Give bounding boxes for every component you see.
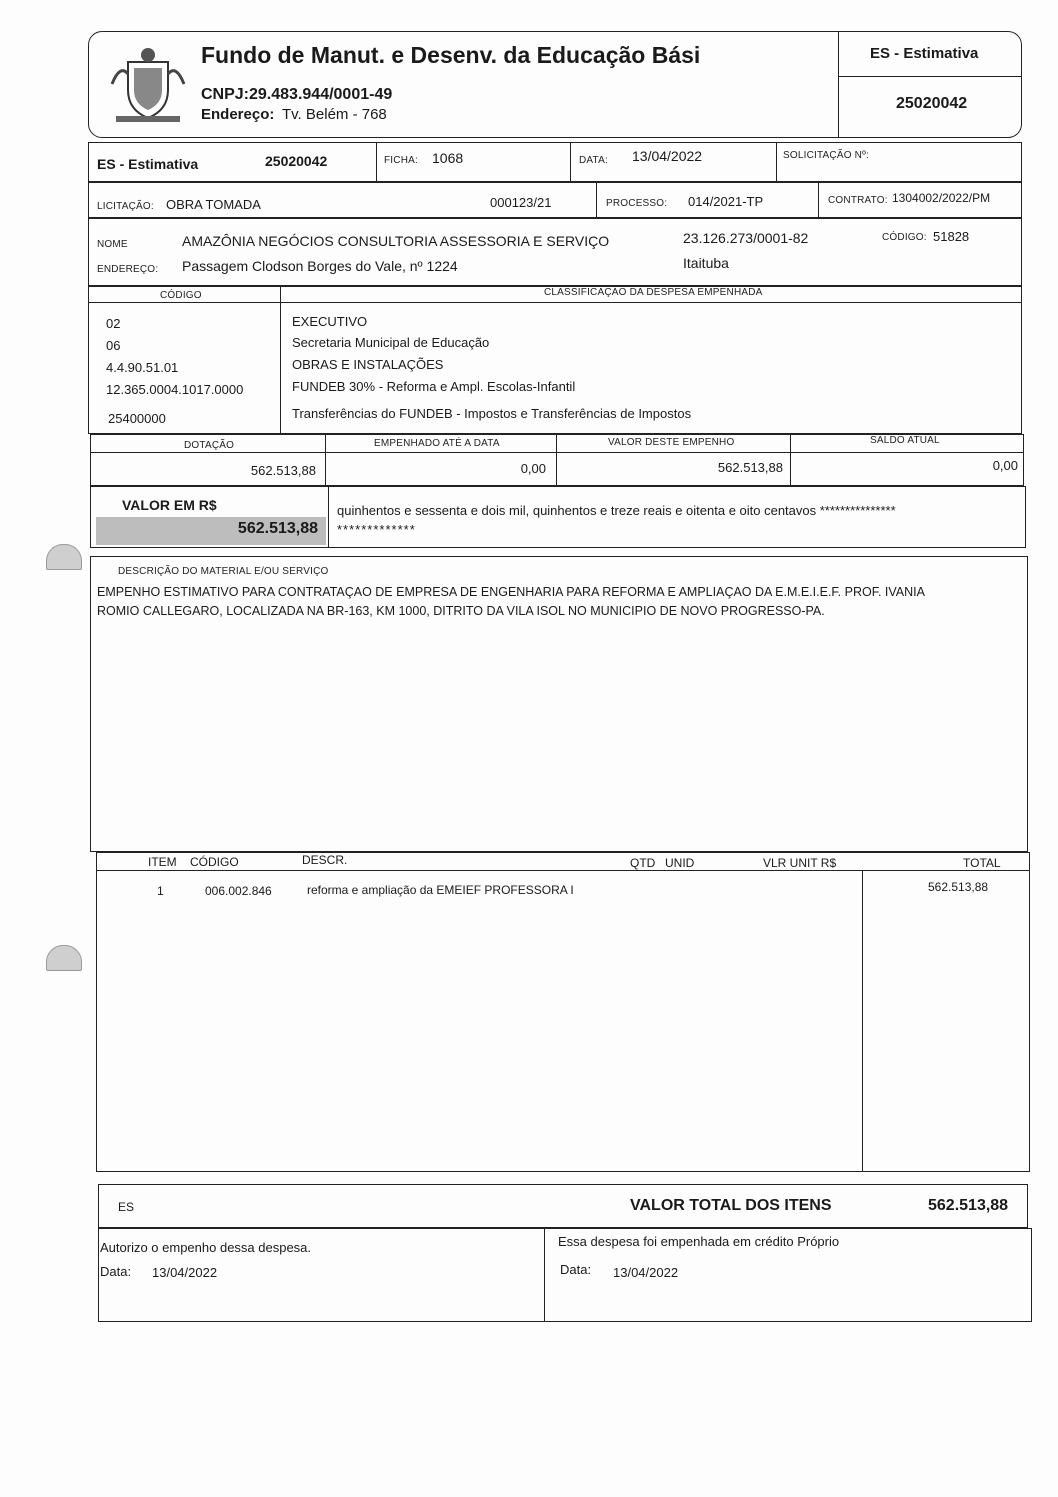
data-right-value: 13/04/2022 (613, 1265, 679, 1280)
data-label: DATA: (579, 155, 608, 166)
data-right-label: Data: (560, 1262, 592, 1277)
class-desc-row: EXECUTIVO (292, 314, 368, 329)
total-label: VALOR TOTAL DOS ITENS (630, 1197, 832, 1214)
creditor-cnpj: 23.126.273/0001-82 (683, 230, 809, 246)
total-es: ES (118, 1200, 135, 1214)
licitacao-value: OBRA TOMADA (166, 197, 261, 212)
solicitacao-label: SOLICITAÇÃO Nº: (783, 150, 869, 161)
contrato-label: CONTRATO: (828, 195, 888, 206)
total-box (98, 1184, 1028, 1228)
autorizo-text: Autorizo o empenho dessa despesa. (100, 1240, 312, 1255)
processo-label: PROCESSO: (606, 198, 668, 209)
items-header-unid: UNID (665, 856, 695, 870)
class-code-row: 06 (106, 338, 121, 353)
punch-hole-top (46, 544, 82, 570)
data-left-value: 13/04/2022 (152, 1265, 218, 1280)
data-value: 13/04/2022 (632, 148, 703, 164)
valor-label: VALOR EM R$ (122, 497, 217, 513)
valor-extenso-cont: ************* (337, 522, 416, 537)
codigo-label: CÓDIGO: (882, 232, 927, 243)
nome-label: NOME (97, 239, 128, 250)
codigo-header: CÓDIGO (160, 290, 202, 301)
descricao-line-1: EMPENHO ESTIMATIVO PARA CONTRATAÇAO DE EMPRESA DE ENGENHARIA PARA REFORMA E AMPLIAÇAO DA E.M.E.I.E.F. PROF. IVANIA (97, 585, 925, 599)
empenhado-value: 0,00 (520, 461, 546, 476)
municipal-crest-logo (108, 44, 188, 126)
ficha-label: FICHA: (384, 155, 418, 166)
items-header-qtd: QTD (630, 856, 656, 870)
class-desc-row: Transferências do FUNDEB - Impostos e Transferências de Impostos (292, 406, 692, 421)
creditor-name: AMAZÔNIA NEGÓCIOS CONSULTORIA ASSESSORIA E SERVIÇO (182, 233, 610, 249)
class-code-row: 02 (106, 316, 121, 331)
saldo-label: SALDO ATUAL (870, 435, 940, 446)
punch-hole-bottom (46, 945, 82, 971)
type-small: ES - Estimativa (97, 156, 199, 172)
creditor-address: Passagem Clodson Borges do Vale, nº 1224 (182, 258, 458, 274)
credito-text: Essa despesa foi empenhada em crédito Próprio (558, 1234, 840, 1249)
ficha-value: 1068 (432, 150, 464, 166)
valor-empenho-value: 562.513,88 (717, 460, 783, 475)
items-header-total: TOTAL (963, 856, 1001, 870)
items-header-codigo: CÓDIGO (190, 855, 239, 869)
licitacao-number: 000123/21 (490, 195, 552, 210)
class-code-row: 12.365.0004.1017.0000 (106, 382, 244, 397)
items-header-vlr: VLR UNIT R$ (763, 856, 837, 870)
creditor-code: 51828 (933, 229, 970, 244)
creditor-city: Itaituba (683, 255, 729, 271)
contrato-value: 1304002/2022/PM (892, 191, 991, 205)
org-cnpj: CNPJ:29.483.944/0001-49 (201, 86, 393, 103)
org-address-label: Endereço: (201, 106, 275, 123)
number-small: 25020042 (265, 153, 328, 169)
item-number: 1 (157, 884, 164, 898)
data-left-label: Data: (100, 1264, 132, 1279)
creditor-box (88, 218, 1022, 286)
class-desc-row: OBRAS E INSTALAÇÕES (292, 357, 444, 372)
item-total: 562.513,88 (928, 880, 989, 894)
class-desc-row: FUNDEB 30% - Reforma e Ampl. Escolas-Infantil (292, 379, 576, 394)
licitacao-label: LICITAÇÃO: (97, 201, 154, 212)
org-address: Tv. Belém - 768 (282, 106, 387, 123)
org-name: Fundo de Manut. e Desenv. da Educação Bási (201, 42, 701, 68)
items-header-descr: DESCR. (302, 853, 348, 867)
descricao-box (90, 556, 1028, 852)
empenhado-label: EMPENHADO ATÉ A DATA (374, 438, 500, 449)
classification-header: CLASSIFICAÇÃO DA DESPESA EMPENHADA (544, 287, 763, 298)
class-code-row: 25400000 (108, 411, 166, 426)
total-value: 562.513,88 (928, 1197, 1009, 1214)
endereco-label: ENDEREÇO: (97, 264, 159, 275)
items-header-item: ITEM (148, 855, 177, 869)
valor-extenso: quinhentos e sessenta e dois mil, quinhentos e treze reais e oitenta e oito centavos *************** (337, 503, 896, 518)
descricao-label: DESCRIÇÃO DO MATERIAL E/OU SERVIÇO (118, 566, 329, 577)
dotacao-value: 562.513,88 (250, 463, 316, 478)
valor-amount: 562.513,88 (237, 520, 318, 537)
item-description: reforma e ampliação da EMEIEF PROFESSORA I (307, 883, 574, 897)
descricao-line-2: ROMIO CALLEGARO, LOCALIZADA NA BR-163, KM 1000, DITRITO DA VILA ISOL NO MUNICIPIO DE NOVO PROGRESSO-PA. (97, 604, 825, 618)
item-code: 006.002.846 (205, 884, 272, 898)
valor-empenho-label: VALOR DESTE EMPENHO (608, 437, 735, 448)
class-desc-row: Secretaria Municipal de Educação (292, 335, 490, 350)
doc-number: 25020042 (896, 95, 968, 112)
class-code-row: 4.4.90.51.01 (106, 360, 179, 375)
dotacao-label: DOTAÇÃO (184, 440, 235, 451)
doc-type: ES - Estimativa (870, 45, 979, 62)
processo-value: 014/2021-TP (688, 194, 764, 209)
saldo-value: 0,00 (992, 458, 1018, 473)
row-ficha (88, 142, 1022, 182)
items-box (96, 852, 1030, 1172)
